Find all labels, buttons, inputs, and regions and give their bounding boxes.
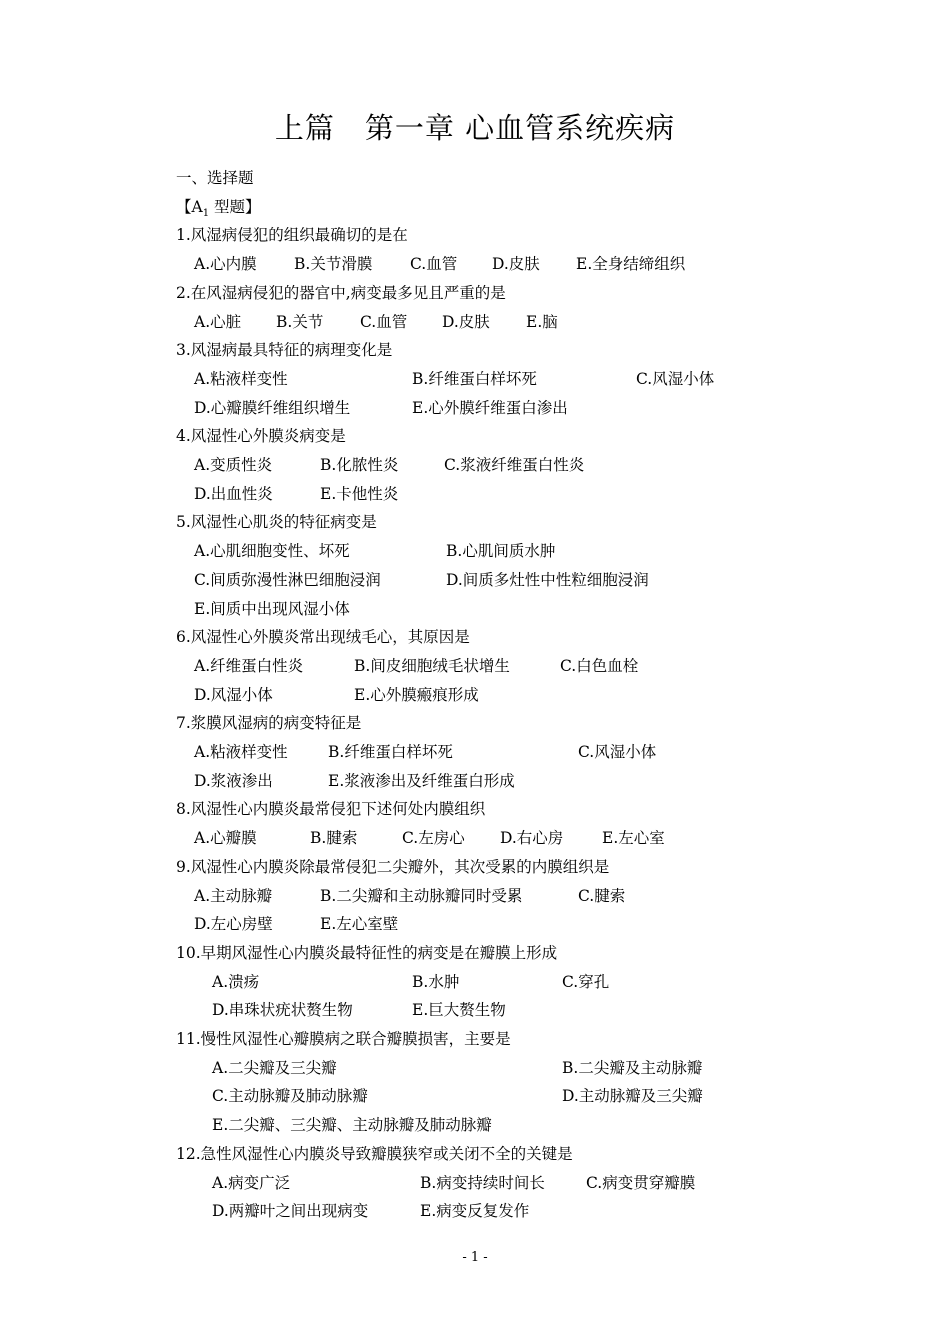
answer-option: E.浆液渗出及纤维蛋白形成 [328,771,515,790]
answer-option: C.主动脉瓣及肺动脉瓣 [212,1087,368,1106]
question-stem-text: 10.早期风湿性心内膜炎最特征性的病变是在瓣膜上形成 [176,943,558,962]
answer-option: E.卡他性炎 [320,484,399,503]
answer-option: B.间皮细胞绒毛状增生 [354,656,510,675]
question-stem-text: 12.急性风湿性心内膜炎导致瓣膜狭窄或关闭不全的关键是 [176,1144,573,1163]
answer-option: C.病变贯穿瓣膜 [586,1173,696,1192]
answer-option: C.血管 [410,255,458,274]
answer-option: B.纤维蛋白样坏死 [412,369,537,388]
type-close: 型题】 [209,197,261,216]
answer-option: E.二尖瓣、三尖瓣、主动脉瓣及肺动脉瓣 [212,1116,492,1135]
answer-option: E.巨大赘生物 [412,1001,506,1020]
answer-option: A.变质性炎 [194,456,273,474]
question-stem-text: 6.风湿性心外膜炎常出现绒毛心，其原因是 [176,628,470,647]
answer-option: A.粘液样变性 [194,369,288,388]
answer-option: A.心脏 [194,312,242,331]
answer-option: E.心外膜纤维蛋白渗出 [412,398,568,417]
answer-option: D.右心房 [500,829,564,848]
answer-option: C.血管 [360,312,408,331]
question-stem-text: 8.风湿性心内膜炎最常侵犯下述何处内膜组织 [176,800,486,819]
answer-option: A.心内膜 [194,255,257,274]
answer-option: E.全身结缔组织 [576,255,686,274]
question-stem-text: 11.慢性风湿性心瓣膜病之联合瓣膜损害，主要是 [176,1030,511,1048]
type-subscript: 1 [202,207,210,219]
answer-option: C.左房心 [402,829,465,848]
question-type-text [176,195,261,226]
answer-option: D.主动脉瓣及三尖瓣 [562,1087,703,1106]
answer-option: E.左心室壁 [320,915,399,934]
question-stem-text: 2.在风湿病侵犯的器官中,病变最多见且严重的是 [176,283,506,302]
answer-option: B.化脓性炎 [320,456,399,474]
answer-option: C.风湿小体 [578,743,657,761]
answer-option: B.纤维蛋白样坏死 [328,743,453,761]
answer-option: B.二尖瓣和主动脉瓣同时受累 [320,886,523,905]
answer-option: A.心瓣膜 [194,829,257,848]
answer-option: D.皮肤 [442,312,490,331]
type-open: 【A [176,197,203,216]
answer-option: E.病变反复发作 [420,1202,530,1221]
page-number: - 1 - [462,1250,488,1265]
answer-option: A.主动脉瓣 [194,886,273,905]
answer-option: D.风湿小体 [194,685,273,704]
question-stem-text: 9.风湿性心内膜炎除最常侵犯二尖瓣外，其次受累的内膜组织是 [176,857,610,876]
question-stem-text: 3.风湿病最具特征的病理变化是 [176,341,393,360]
answer-option: A.二尖瓣及三尖瓣 [212,1058,337,1077]
answer-option: E.脑 [526,312,558,331]
answer-option: A.纤维蛋白性炎 [194,656,304,675]
page-title: 上篇 第一章 心血管系统疾病 [274,111,676,145]
answer-option: D.两瓣叶之间出现病变 [212,1202,369,1221]
question-stem-text: 1.风湿病侵犯的组织最确切的是在 [176,226,408,245]
answer-option: B.关节滑膜 [294,255,373,274]
answer-option: E.心外膜瘢痕形成 [354,685,479,704]
answer-option: C.腱索 [578,886,626,905]
answer-option: D.左心房壁 [194,915,273,934]
answer-option: A.心肌细胞变性、坏死 [194,542,350,561]
answer-option: D.出血性炎 [194,484,273,503]
answer-option: B.心肌间质水肿 [446,542,556,561]
answer-option: D.心瓣膜纤维组织增生 [194,398,351,417]
answer-option: A.溃疡 [212,972,260,991]
section-heading-text: 一、选择题 [176,169,254,187]
answer-option: B.腱索 [310,829,358,848]
answer-option: A.粘液样变性 [194,743,288,761]
question-stem-text: 5.风湿性心肌炎的特征病变是 [176,513,377,532]
answer-option: A.病变广泛 [212,1173,291,1192]
answer-option: D.串珠状疣状赘生物 [212,1001,353,1020]
answer-option: C.风湿小体 [636,369,715,388]
answer-option: B.水肿 [412,972,460,991]
answer-option: D.皮肤 [492,255,540,274]
question-stem-text: 4.风湿性心外膜炎病变是 [176,427,346,446]
answer-option: D.间质多灶性中性粒细胞浸润 [446,570,649,589]
answer-option: C.间质弥漫性淋巴细胞浸润 [194,570,381,589]
question-stem-text: 7.浆膜风湿病的病变特征是 [176,714,362,733]
answer-option: C.浆液纤维蛋白性炎 [444,456,585,474]
answer-option: C.穿孔 [562,972,610,991]
answer-option: E.间质中出现风湿小体 [194,599,350,618]
answer-option: B.关节 [276,312,324,331]
answer-option: B.二尖瓣及主动脉瓣 [562,1058,703,1077]
answer-option: B.病变持续时间长 [420,1173,545,1192]
answer-option: D.浆液渗出 [194,771,273,790]
answer-option: E.左心室 [602,829,665,848]
answer-option: C.白色血栓 [560,656,639,675]
